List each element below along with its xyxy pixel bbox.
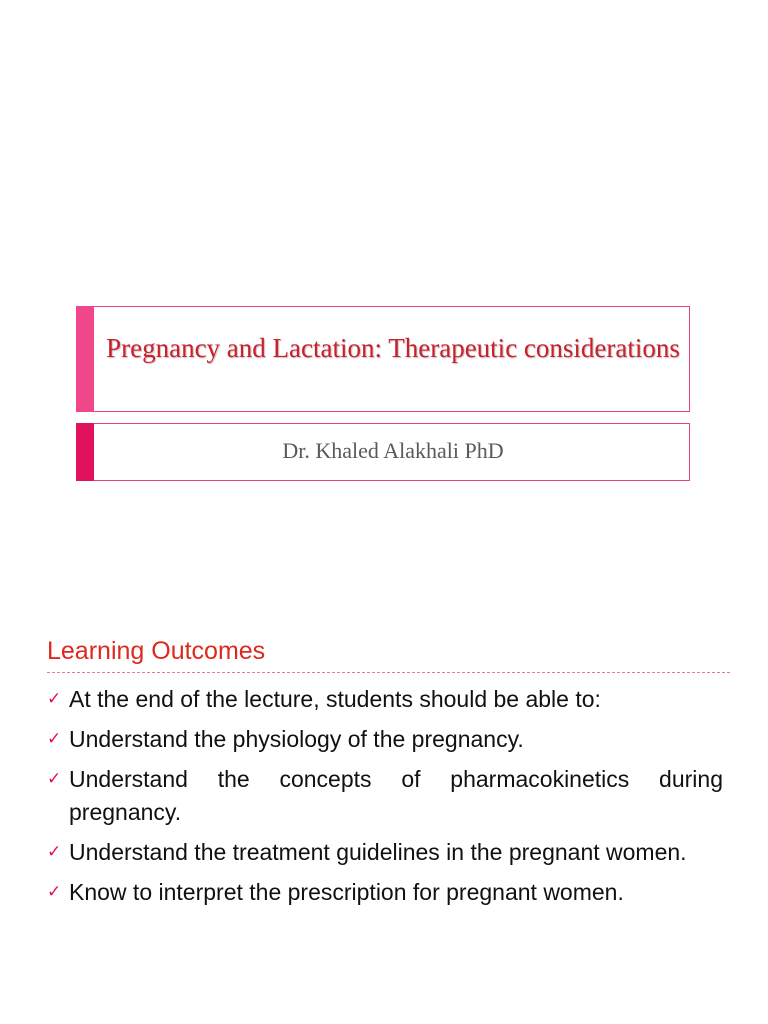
checkmark-icon: ✓ (47, 769, 62, 789)
heading-divider (47, 672, 730, 673)
list-item-text: Know to interpret the prescription for pregnant women. (69, 879, 624, 905)
title-box (76, 306, 690, 412)
slide-subtitle: Dr. Khaled Alakhali PhD (282, 438, 504, 463)
subtitle-box (76, 423, 690, 481)
title-accent-bar (76, 306, 94, 412)
learning-outcomes-slide (0, 580, 768, 1024)
list-item-text: Understand the treatment guidelines in the pregnant women. (69, 839, 687, 865)
outcomes-list (47, 683, 723, 916)
learning-outcomes-heading: Learning Outcomes (47, 637, 266, 665)
checkmark-icon: ✓ (47, 842, 62, 862)
list-item-text: Understand the physiology of the pregnancy. (69, 726, 524, 752)
list-item-text: At the end of the lecture, students should be able to: (69, 686, 601, 712)
checkmark-icon: ✓ (47, 729, 62, 749)
list-item (47, 763, 723, 829)
subtitle-accent-bar (76, 423, 94, 481)
checkmark-icon: ✓ (47, 689, 62, 709)
list-item-text: Understand the concepts of pharmacokinetics during pregnancy. (69, 766, 723, 825)
list-item (47, 683, 723, 716)
list-item (47, 723, 723, 756)
slide-title: Pregnancy and Lactation: Therapeutic considerations (106, 333, 680, 363)
list-item (47, 876, 723, 909)
list-item (47, 836, 723, 869)
checkmark-icon: ✓ (47, 882, 62, 902)
